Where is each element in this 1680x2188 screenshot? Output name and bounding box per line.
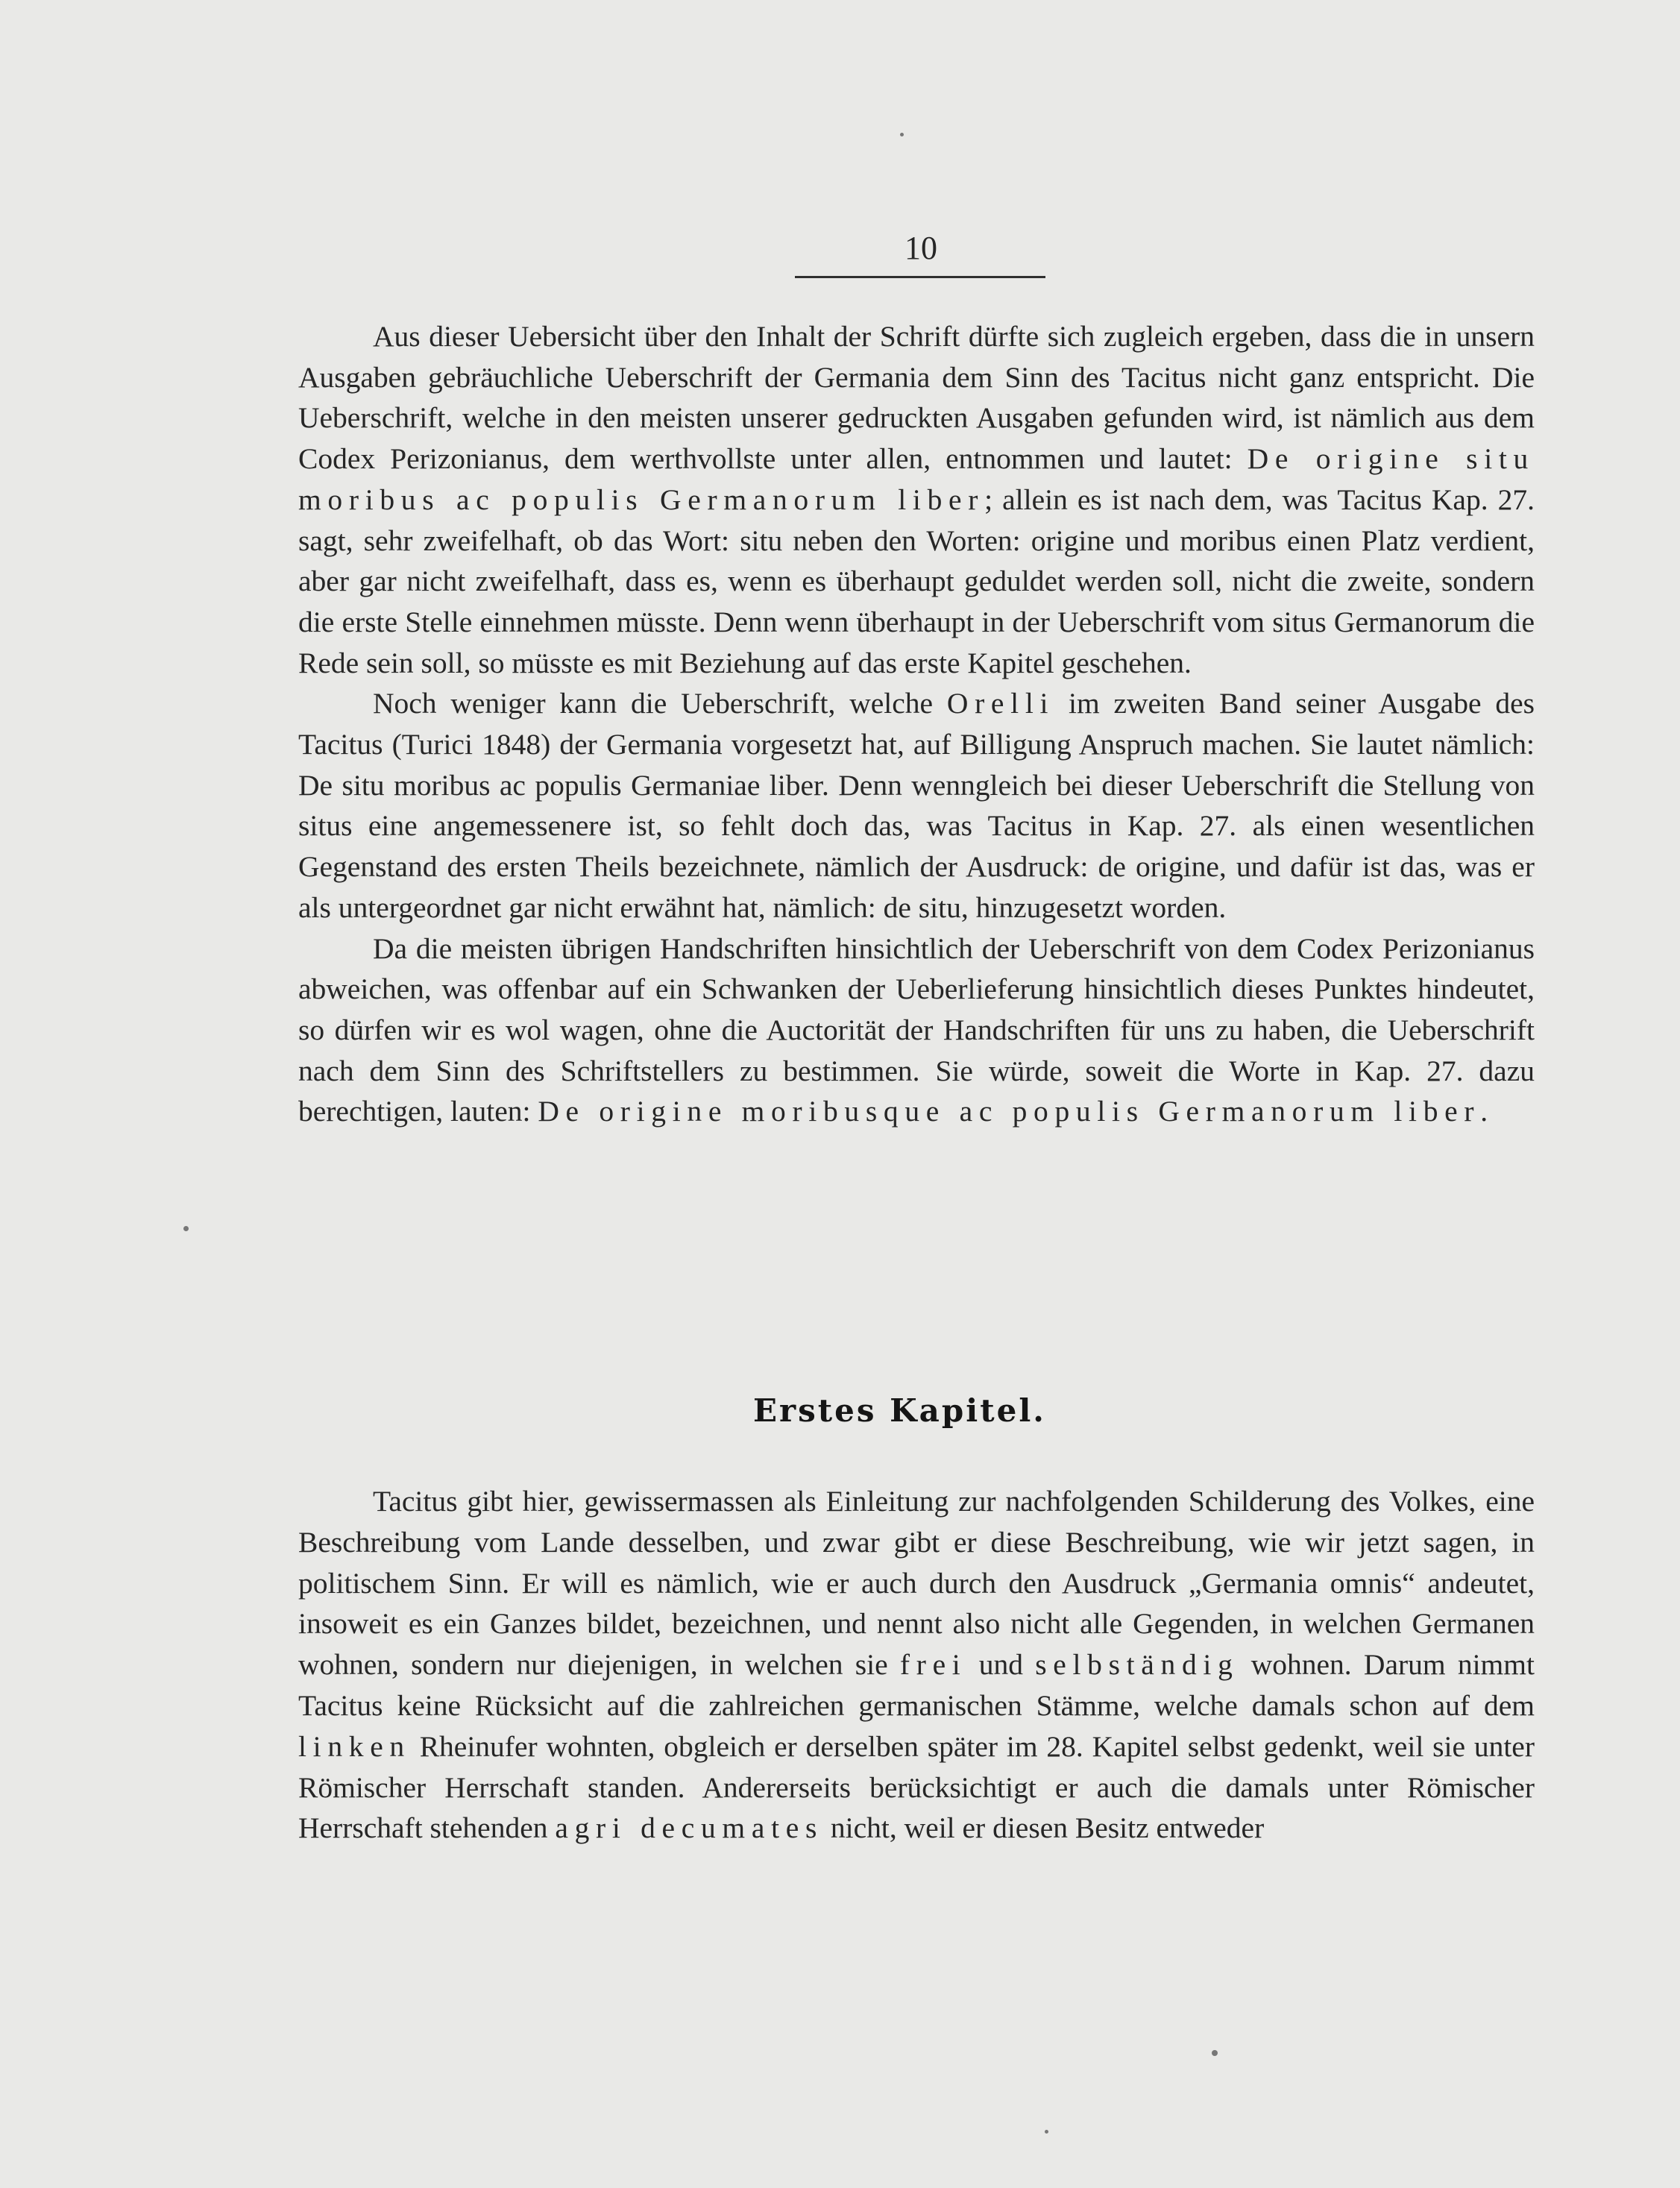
text-run: Da die meisten übrigen Handschriften hinsichtlich der Ueberschrift von dem Codex Perizonianus abweichen, was offenbar auf ein Schwanken der Ueberlieferung hinsichtlich dieses Punktes hindeutet, so dürfen wir es wol wagen, ohne die Auctorität der Handschriften für uns zu haben, die Ueberschrift nach dem Sinn des Schriftstellers zu bestimmen. Sie würde, soweit die Worte in Kap. 27. dazu berechtigen, lauten:	[298, 931, 1535, 1128]
spaced-word: selbständig	[1035, 1648, 1239, 1682]
spaced-word: agri decumates	[555, 1811, 824, 1845]
text-run: Aus dieser Uebersicht über den Inhalt der Schrift dürfte sich zugleich ergeben, dass die in unsern Ausgaben gebräuchliche Ueberschrift der Germania dem Sinn des Tacitus nicht ganz entspricht. Die Ueberschrift, welche in den meisten unserer gedruckten Ausgaben gefunden wird, ist nämlich aus dem Codex Perizonianus, dem werthvollste unter allen, entnommen und lautet:	[298, 320, 1535, 476]
spaced-title: De origine situ moribus ac populis Germanorum liber	[298, 442, 1535, 516]
spaced-name: Orelli	[946, 687, 1055, 720]
spaced-word: linken	[298, 1729, 411, 1763]
text-run: .	[1480, 1095, 1488, 1128]
paragraph	[298, 1481, 1535, 1849]
text-run: im zweiten Band seiner Ausgabe des Tacitus (Turici 1848) der Germania vorgesetzt hat, auf Billigung Anspruch machen. Sie lautet nämlich: De situ moribus ac populis Germaniae liber. Denn wenngleich bei dieser Ueberschrift die Stellung von situs eine angemessenere ist, so fehlt doch das, was Tacitus in Kap. 27. als einen wesentlichen Gegenstand des ersten Theils bezeichnete, nämlich der Ausdruck: de origine, und dafür ist das, was er als untergeordnet gar nicht erwähnt hat, nämlich: de situ, hinzugesetzt worden.	[298, 687, 1535, 924]
text-run: und	[966, 1648, 1036, 1682]
paragraph	[298, 928, 1535, 1133]
text-block-intro	[298, 316, 1535, 1132]
page-number: 10	[905, 230, 937, 266]
spaced-word: frei	[899, 1648, 967, 1682]
text-run: wohnen. Darum nimmt Tacitus keine Rücksicht auf die zahlreichen germanischen Stämme, welche damals schon auf dem	[298, 1648, 1535, 1722]
paper-speck	[1212, 2050, 1218, 2056]
text-run: nicht, weil er diesen Besitz entweder	[823, 1811, 1265, 1845]
text-run: Tacitus gibt hier, gewissermassen als Einleitung zur nachfolgenden Schilderung des Volkes, eine Beschreibung vom Lande desselben, und zwar gibt er diese Beschreibung, wie wir jetzt sagen, in politischem Sinn. Er will es nämlich, wie er auch durch den Ausdruck „Germania omnis“ andeutet, insoweit es ein Ganzes bildet, bezeichnen, und nennt also nicht alle Gegenden, in welchen Germanen wohnen, sondern nur diejenigen, in welchen sie	[298, 1485, 1535, 1682]
spaced-title: De origine moribusque ac populis Germanorum liber	[538, 1095, 1481, 1128]
page-number-rule	[795, 276, 1045, 278]
paragraph	[298, 683, 1535, 928]
paragraph	[298, 316, 1535, 683]
text-run: ; allein es ist nach dem, was Tacitus Kap. 27. sagt, sehr zweifelhaft, ob das Wort: situ neben den Worten: origine und moribus einen Platz verdient, aber gar nicht zweifelhaft, dass es, wenn es überhaupt geduldet werden soll, nicht die zweite, sondern die erste Stelle einnehmen müsste. Denn wenn überhaupt in der Ueberschrift vom situs Germanorum die Rede sein soll, so müsste es mit Beziehung auf das erste Kapitel geschehen.	[298, 482, 1535, 679]
paper-speck	[900, 133, 904, 136]
text-block-chapter	[298, 1481, 1535, 1849]
chapter-heading: Erstes Kapitel.	[753, 1392, 1046, 1429]
text-run: Noch weniger kann die Ueberschrift, welche	[373, 687, 947, 720]
paper-speck	[183, 1226, 189, 1231]
text-run: Rheinufer wohnten, obgleich er derselben später im 28. Kapitel selbst gedenkt, weil sie unter Römischer Herrschaft standen. Andererseits berücksichtigt er auch die damals unter Römischer Herrschaft stehenden	[298, 1729, 1535, 1845]
paper-speck	[1045, 2130, 1048, 2134]
